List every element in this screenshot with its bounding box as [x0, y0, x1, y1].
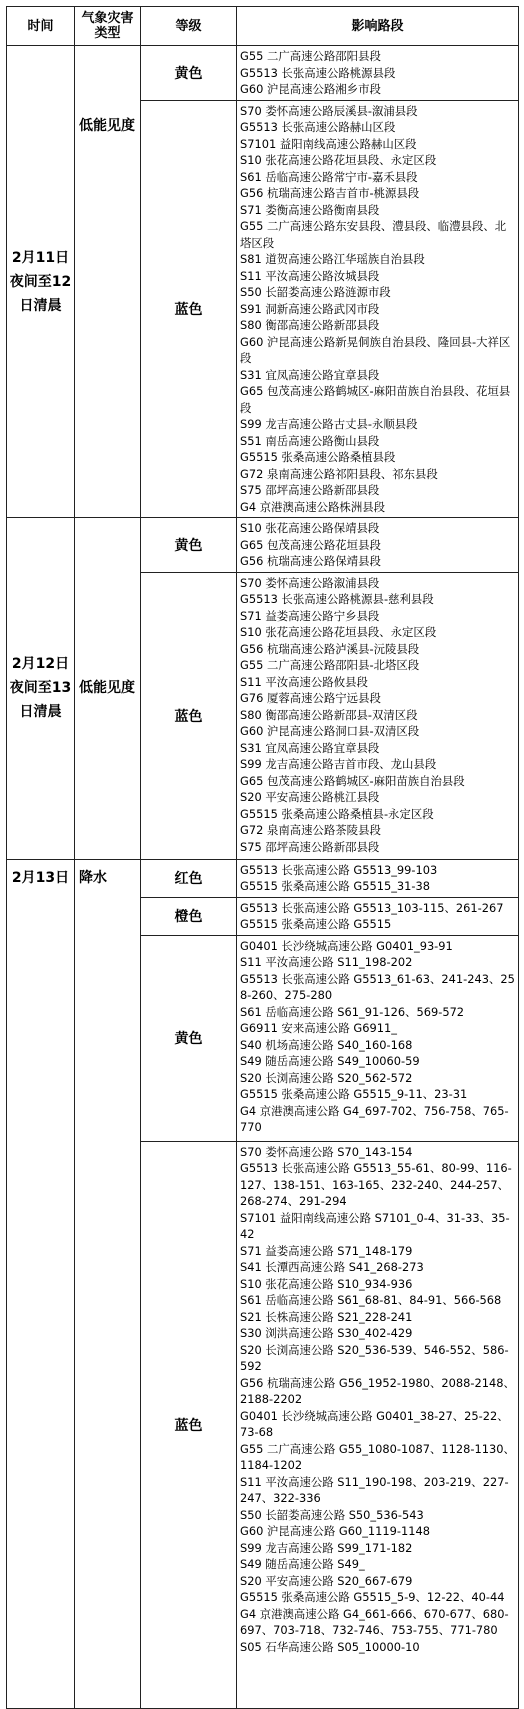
- road-item: G5513 长张高速公路 G5513_99-103: [240, 862, 438, 877]
- header-disaster-type: 气象灾害类型: [75, 7, 141, 46]
- level-cell: 蓝色: [141, 100, 237, 518]
- road-list: [237, 1141, 519, 1708]
- road-item: G55 二广高速公路东安县段、澧县段、临澧县段、北塔区段: [240, 219, 507, 250]
- road-list: [237, 935, 519, 1141]
- road-item: S11 平汝高速公路攸县段: [240, 674, 368, 689]
- road-item: S61 岳临高速公路 S61_91-126、569-572: [240, 1004, 465, 1019]
- road-list: [237, 46, 519, 101]
- road-item: G5515 张桑高速公路 G5515_5-9、12-22、40-44: [240, 1590, 505, 1604]
- road-item: S49 随岳高速公路 S49_10060-59: [240, 1054, 420, 1068]
- road-item: S10 张花高速公路花垣县段、永定区段: [240, 153, 437, 167]
- road-item: G56 杭瑞高速公路 G56_1952-1980、2088-2148、2188-2202: [240, 1375, 515, 1406]
- road-item: S61 岳临高速公路 S61_68-81、84-91、566-568: [240, 1293, 502, 1307]
- road-item: G4 京港澳高速公路 G4_661-666、670-677、680-697、703-718、732-746、753-755、771-780: [240, 1606, 509, 1637]
- road-item: S70 娄怀高速公路辰溪县-溆浦县段: [240, 103, 418, 118]
- road-list: [237, 897, 519, 935]
- time-cell: 2月11日夜间至12日清晨: [7, 46, 75, 518]
- time-cell: 2月12日夜间至13日清晨: [7, 518, 75, 860]
- level-cell: 黄色: [141, 46, 237, 101]
- table-row: [7, 859, 519, 897]
- road-item: G5513 长张高速公路 G5513_55-61、80-99、116-127、138-151、163-165、232-240、244-257、268-274、291-294: [240, 1161, 512, 1208]
- road-item: G55 二广高速公路邵阳县段: [240, 49, 381, 63]
- road-item: G55 二广高速公路邵阳县-北塔区段: [240, 658, 420, 672]
- level-cell: 橙色: [141, 897, 237, 935]
- road-item: S30 浏洪高速公路 S30_402-429: [240, 1326, 413, 1340]
- road-item: G5515 张桑高速公路桑植县-永定区段: [240, 806, 434, 821]
- road-item: S7101 益阳南线高速公路 S7101_0-4、31-33、35-42: [240, 1210, 510, 1241]
- road-item: G72 泉南高速公路祁阳县段、祁东县段: [240, 466, 438, 481]
- road-item: G56 杭瑞高速公路泸溪县-沅陵县段: [240, 641, 420, 656]
- road-item: S71 益娄高速公路宁乡县段: [240, 608, 380, 623]
- road-item: S21 长株高速公路 S21_228-241: [240, 1309, 413, 1324]
- table-row: [7, 518, 519, 573]
- road-item: S10 张花高速公路花垣县段、永定区段: [240, 625, 437, 639]
- road-item: G60 沪昆高速公路 G60_1119-1148: [240, 1524, 431, 1538]
- road-item: G56 杭瑞高速公路保靖县段: [240, 554, 381, 568]
- road-item: G4 京港澳高速公路株洲县段: [240, 499, 385, 514]
- level-cell: 蓝色: [141, 1141, 237, 1708]
- road-item: S05 石华高速公路 S05_10000-10: [240, 1639, 420, 1654]
- road-item: S11 平汝高速公路 S11_190-198、203-219、227-247、322-336: [240, 1474, 509, 1505]
- road-item: G60 沪昆高速公路洞口县-双清区段: [240, 724, 420, 738]
- road-item: S20 平安高速公路桃江县段: [240, 790, 380, 804]
- road-item: S51 南岳高速公路衡山县段: [240, 433, 380, 448]
- road-item: S7101 益阳南线高速公路赫山区段: [240, 136, 417, 151]
- road-item: S75 邵坪高速公路新邵县段: [240, 839, 380, 854]
- level-cell: 蓝色: [141, 572, 237, 859]
- level-cell: 红色: [141, 859, 237, 897]
- header-affected-roads: 影响路段: [237, 7, 519, 46]
- road-item: S11 平汝高速公路 S11_198-202: [240, 955, 413, 969]
- road-item: S91 洞新高速公路武冈市段: [240, 301, 380, 316]
- road-item: S99 龙吉高速公路 S99_171-182: [240, 1540, 413, 1555]
- road-list: [237, 859, 519, 897]
- road-item: S80 衡邵高速公路新邵县段: [240, 318, 380, 332]
- road-item: G76 厦蓉高速公路宁远县段: [240, 691, 381, 705]
- road-item: G72 泉南高速公路茶陵县段: [240, 823, 381, 837]
- road-item: S75 邵坪高速公路新邵县段: [240, 483, 380, 497]
- road-item: S20 长浏高速公路 S20_562-572: [240, 1070, 413, 1085]
- road-item: S61 岳临高速公路常宁市-嘉禾县段: [240, 169, 418, 184]
- road-item: G4 京港澳高速公路 G4_697-702、756-758、765-770: [240, 1103, 509, 1134]
- road-item: G65 包茂高速公路鹤城区-麻阳苗族自治县段、花垣县段: [240, 384, 511, 415]
- road-item: S20 平安高速公路 S20_667-679: [240, 1573, 413, 1588]
- road-item: S71 娄衡高速公路衡南县段: [240, 202, 380, 217]
- road-item: G5515 张桑高速公路桑植县段: [240, 450, 396, 464]
- road-item: G5515 张桑高速公路 G5515_31-38: [240, 879, 431, 893]
- road-item: S71 益娄高速公路 S71_148-179: [240, 1243, 413, 1258]
- road-item: G5513 长张高速公路 G5513_103-115、261-267: [240, 900, 504, 915]
- road-list: [237, 100, 519, 518]
- table-row: [7, 46, 519, 101]
- road-item: G6911 安来高速公路 G6911_: [240, 1021, 397, 1035]
- road-item: G5513 长张高速公路 G5513_61-63、241-243、258-260、275-280: [240, 971, 515, 1002]
- road-list: [237, 518, 519, 573]
- road-item: G5513 长张高速公路桃源县-慈利县段: [240, 592, 434, 606]
- road-item: G0401 长沙绕城高速公路 G0401_38-27、25-22、73-68: [240, 1408, 509, 1439]
- road-item: G65 包茂高速公路花垣县段: [240, 537, 381, 552]
- road-item: G60 沪昆高速公路新晃侗族自治县段、隆回县-大祥区段: [240, 334, 511, 365]
- header-row: [7, 7, 519, 46]
- road-item: G5513 长张高速公路桃源县段: [240, 65, 396, 80]
- warning-table: [6, 6, 519, 1709]
- road-item: G56 杭瑞高速公路吉首市-桃源县段: [240, 186, 420, 200]
- road-item: S80 衡邵高速公路新邵县-双清区段: [240, 707, 418, 722]
- road-item: G5515 张桑高速公路 G5515: [240, 917, 392, 931]
- road-list: [237, 572, 519, 859]
- road-item: S99 龙吉高速公路吉首市段、龙山县段: [240, 757, 437, 771]
- level-cell: 黄色: [141, 935, 237, 1141]
- disaster-type-cell: 降水: [75, 859, 141, 1708]
- disaster-type-cell: 低能见度: [75, 46, 141, 518]
- road-item: S50 长韶娄高速公路 S50_536-543: [240, 1507, 424, 1522]
- road-item: S41 长潭西高速公路 S41_268-273: [240, 1260, 424, 1274]
- level-cell: 黄色: [141, 518, 237, 573]
- time-cell: 2月13日: [7, 859, 75, 1708]
- road-item: G55 二广高速公路 G55_1080-1087、1128-1130、1184-1202: [240, 1441, 515, 1472]
- road-item: G5515 张桑高速公路 G5515_9-11、23-31: [240, 1087, 468, 1101]
- road-item: G0401 长沙绕城高速公路 G0401_93-91: [240, 938, 453, 953]
- disaster-type-cell: 低能见度: [75, 518, 141, 860]
- road-item: S31 宜凤高速公路宜章县段: [240, 367, 380, 382]
- road-item: S81 道贺高速公路江华瑶族自治县段: [240, 252, 425, 266]
- road-item: S50 长韶娄高速公路涟源市段: [240, 285, 391, 299]
- road-item: S11 平汝高速公路汝城县段: [240, 268, 380, 283]
- road-item: S70 娄怀高速公路 S70_143-154: [240, 1144, 413, 1159]
- road-item: S31 宜凤高速公路宜章县段: [240, 740, 380, 755]
- road-item: S99 龙吉高速公路古丈县-永顺县段: [240, 417, 418, 431]
- road-item: S10 张花高速公路保靖县段: [240, 521, 380, 535]
- road-item: S40 机场高速公路 S40_160-168: [240, 1037, 413, 1052]
- road-item: S10 张花高速公路 S10_934-936: [240, 1276, 413, 1291]
- road-item: S20 长浏高速公路 S20_536-539、546-552、586-592: [240, 1342, 509, 1373]
- header-time: 时间: [7, 7, 75, 46]
- header-level: 等级: [141, 7, 237, 46]
- road-item: G65 包茂高速公路鹤城区-麻阳苗族自治县段: [240, 773, 465, 788]
- road-item: S70 娄怀高速公路溆浦县段: [240, 575, 380, 590]
- road-item: G60 沪昆高速公路湘乡市段: [240, 82, 381, 96]
- road-item: S49 随岳高速公路 S49_: [240, 1557, 365, 1571]
- road-item: G5513 长张高速公路赫山区段: [240, 120, 396, 134]
